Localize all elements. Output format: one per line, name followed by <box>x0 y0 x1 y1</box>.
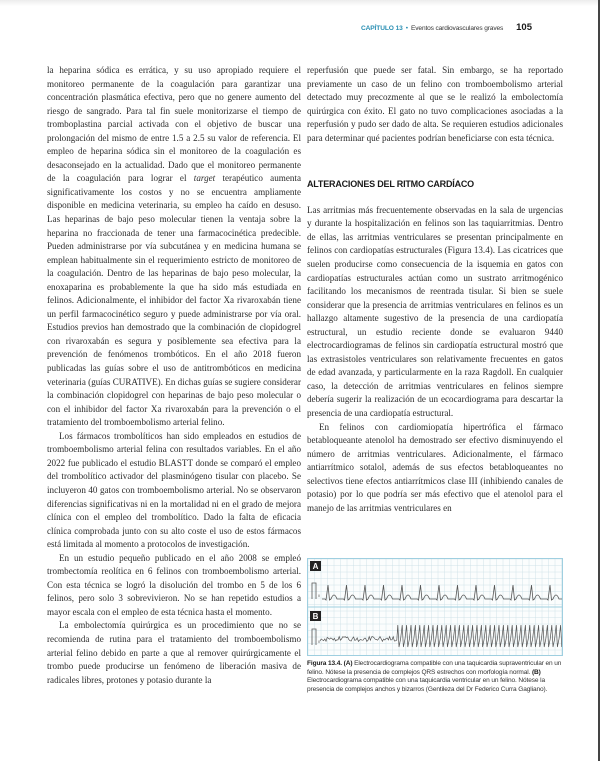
running-head <box>361 22 532 33</box>
panel-a-letter: A <box>312 562 319 571</box>
chapter-title: Eventos cardiovasculares graves <box>411 25 504 32</box>
paragraph-atenolol-sotalol: En felinos con cardiomiopatía hipertrófica el fármaco betabloqueante atenolol ha demostrado ser efectivo disminuyendo el número de arritmias ventriculares. Adicionalmente, el fármaco antiarrítmico sotalol, además de sus efectos betabloqueantes no selectivos tiene efectos antiarrítmicos clase III (inhibiendo canales de potasio) por lo que podría ser más efectivo que el atenolol para el manejo de las arritmias ventriculares en <box>307 421 563 513</box>
caption-text-a: Electrocardiograma compatible con una taquicardia supraventricular en un felino. Nótese la presencia de complejos QRS estrechos con morfología normal. <box>307 660 562 676</box>
paragraph-thrombolytics: Los fármacos trombolíticos han sido empleados en estudios de tromboembolismo arterial felina con resultados variables. En el año 2022 fue publicado el estudio BLASTT donde se comparó el empleo del trombolítico activador del plasminógeno tisular con placebo. Se incluyeron 40 gatos con tromboembolismo arterial. No se observaron diferencias significativas ni en la mortalidad ni en el grado de mejora clínica con el empleo del trombolítico. Dado la falta de eficacia clínica comprobada junto con su alto coste el uso de estos fármacos está limitada al momento a protocolos de investigación. <box>47 430 301 550</box>
calibration-pulse-a <box>312 583 316 599</box>
ecg-strips <box>308 559 562 655</box>
paragraph-arrhythmias: Las arritmias más frecuentemente observadas en la sala de urgencias y durante la hospitalización en felinos son las taquiarritmias. Dentro de ellas, las arritmias ventriculares se presentan principalmente en felinos con cardiopatías estructurales (Figura 13.4). Las cicatrices que suelen producirse como consecuencia de la isquemia en gatos con cardiopatías estructurales actúan como un sustrato arritmogénico facilitando los mecanismos de reentrada tisular. Si bien se suele considerar que la presencia de arritmias ventriculares en felinos es un hallazgo altamente sugestivo de la presencia de una cardiopatía estructural, un estudio reciente donde se evaluaron 9440 electrocardiogramas de felinos sin cardiopatía estructural mostró que las extrasistoles ventriculares son relativamente frecuentes en gatos de edad avanzada, y particularmente en la raza Ragdoll. En cualquier caso, la detección de arritmias ventriculares en felinos siempre debería sugerir la realización de un ecocardiograma para descartar la presencia de una cardiopatía estructural. <box>307 204 563 419</box>
lead-label-b: II <box>318 640 320 644</box>
page-top-shadow <box>0 0 600 6</box>
section-heading: ALTERACIONES DEL RITMO CARDÍACO <box>307 179 474 190</box>
ecg-trace-svt <box>322 585 562 600</box>
paragraph-heparin: la heparina sódica es errática, y su uso apropiado requiere el monitoreo permanente de la coagulación para garantizar una concentración plasmática efectiva, pero que no genere aumento del riesgo de sangrado. Para tal fin suele monitorizarse el tiempo de tromboplastina parcial activada con el objetivo de buscar una prolongación del mismo de entre 1.5 a 2.5 su valor de referencia. El empleo de heparina sódica sin el monitoreo de la coagulación es desaconsejado en la actualidad. Dado que el monitoreo permanente de la coagulación para lograr el target terapéutico aumenta significativamente los costos y no se encuentra ampliamente disponible en medicina veterinaria, su empleo ha caído en desuso. Las heparinas de bajo peso molecular tienen la ventaja sobre la heparina no fraccionada de tener una farmacocinética predecible. Pueden administrarse por vía subcutánea y en medicina humana se emplean habitualmente sin el requerimiento estricto de monitoreo de la coagulación. Dentro de las heparinas de bajo peso molecular, la enoxaparina es probablemente la que ha sido más estudiada en felinos. Adicionalmente, el inhibidor del factor Xa rivaroxabán tiene un perfil farmacocinético seguro y puede administrarse por vía oral. Estudios previos han demostrado que la combinación de clopidogrel con rivaroxabán es segura y posiblemente sea efectiva para la prevención de fenómenos trombóticos. En el año 2018 fueron publicadas las guías sobre el uso de antitrombóticos en medicina veterinaria (guías CURATIVE). En dichas guías se sugiere considerar la combinación clopidogrel con heparinas de bajo peso molecular o con el inhibidor del factor Xa rivaroxabán para la prevención o el tratamiento del tromboembolismo arterial felino. <box>47 65 301 428</box>
ecg-image <box>307 558 563 656</box>
page-number: 105 <box>516 22 532 33</box>
italic-term: target <box>193 173 216 184</box>
caption-figure-label: Figura 13.4. <box>307 660 342 667</box>
lead-label-a: II <box>318 594 320 598</box>
ecg-trace-vt <box>320 625 562 647</box>
paragraph-embolectomy: La embolectomía quirúrgica es un procedimiento que no se recomienda de rutina para el tratamiento del tromboembolismo arterial felino debido en parte a que al remover quirúrgicamente el trombo puede producirse un fenómeno de liberación masiva de radicales libres, protones y potasio durante la <box>47 620 301 685</box>
figure-caption <box>307 660 563 695</box>
caption-text-b: Electrocardiograma compatible con una taquicardia ventricular en un felino. Nótese la presencia de complejos anchos y bizarros (Gentileza del Dr Federico Curra Gagliano). <box>307 677 548 694</box>
panel-b-letter: B <box>312 612 319 621</box>
panel-b-label <box>310 611 321 621</box>
caption-tag-b: (B) <box>532 668 541 676</box>
panel-a-label <box>310 561 321 571</box>
paragraph-reperfusion: reperfusión que puede ser fatal. Sin embargo, se ha reportado previamente un caso de un felino con tromboembolismo arterial detectado muy precozmente al que se le realizó la embolectomía quirúrgica con éxito. El gato no tuvo complicaciones asociadas a la reperfusión y pudo ser dado de alta. Se requieren estudios adicionales para determinar qué pacientes podrían beneficiarse con esta técnica. <box>307 65 563 143</box>
figure-13-4 <box>307 558 563 695</box>
caption-tag-a: (A) <box>343 660 353 667</box>
bullet-separator: • <box>405 25 409 32</box>
paragraph-thrombectomy: En un estudio pequeño publicado en el año 2008 se empleó trombectomía reolítica en 6 felinos con tromboembolismo arterial. Con esta técnica se logró la disolución del trombo en 5 de los 6 felinos, pero solo 3 sobrevivieron. No se han repetido estudios a mayor escala con el empleo de esta técnica hasta el momento. <box>47 552 301 617</box>
right-column <box>307 64 563 515</box>
chapter-label: CAPÍTULO 13 <box>360 25 403 32</box>
left-column <box>47 64 301 687</box>
